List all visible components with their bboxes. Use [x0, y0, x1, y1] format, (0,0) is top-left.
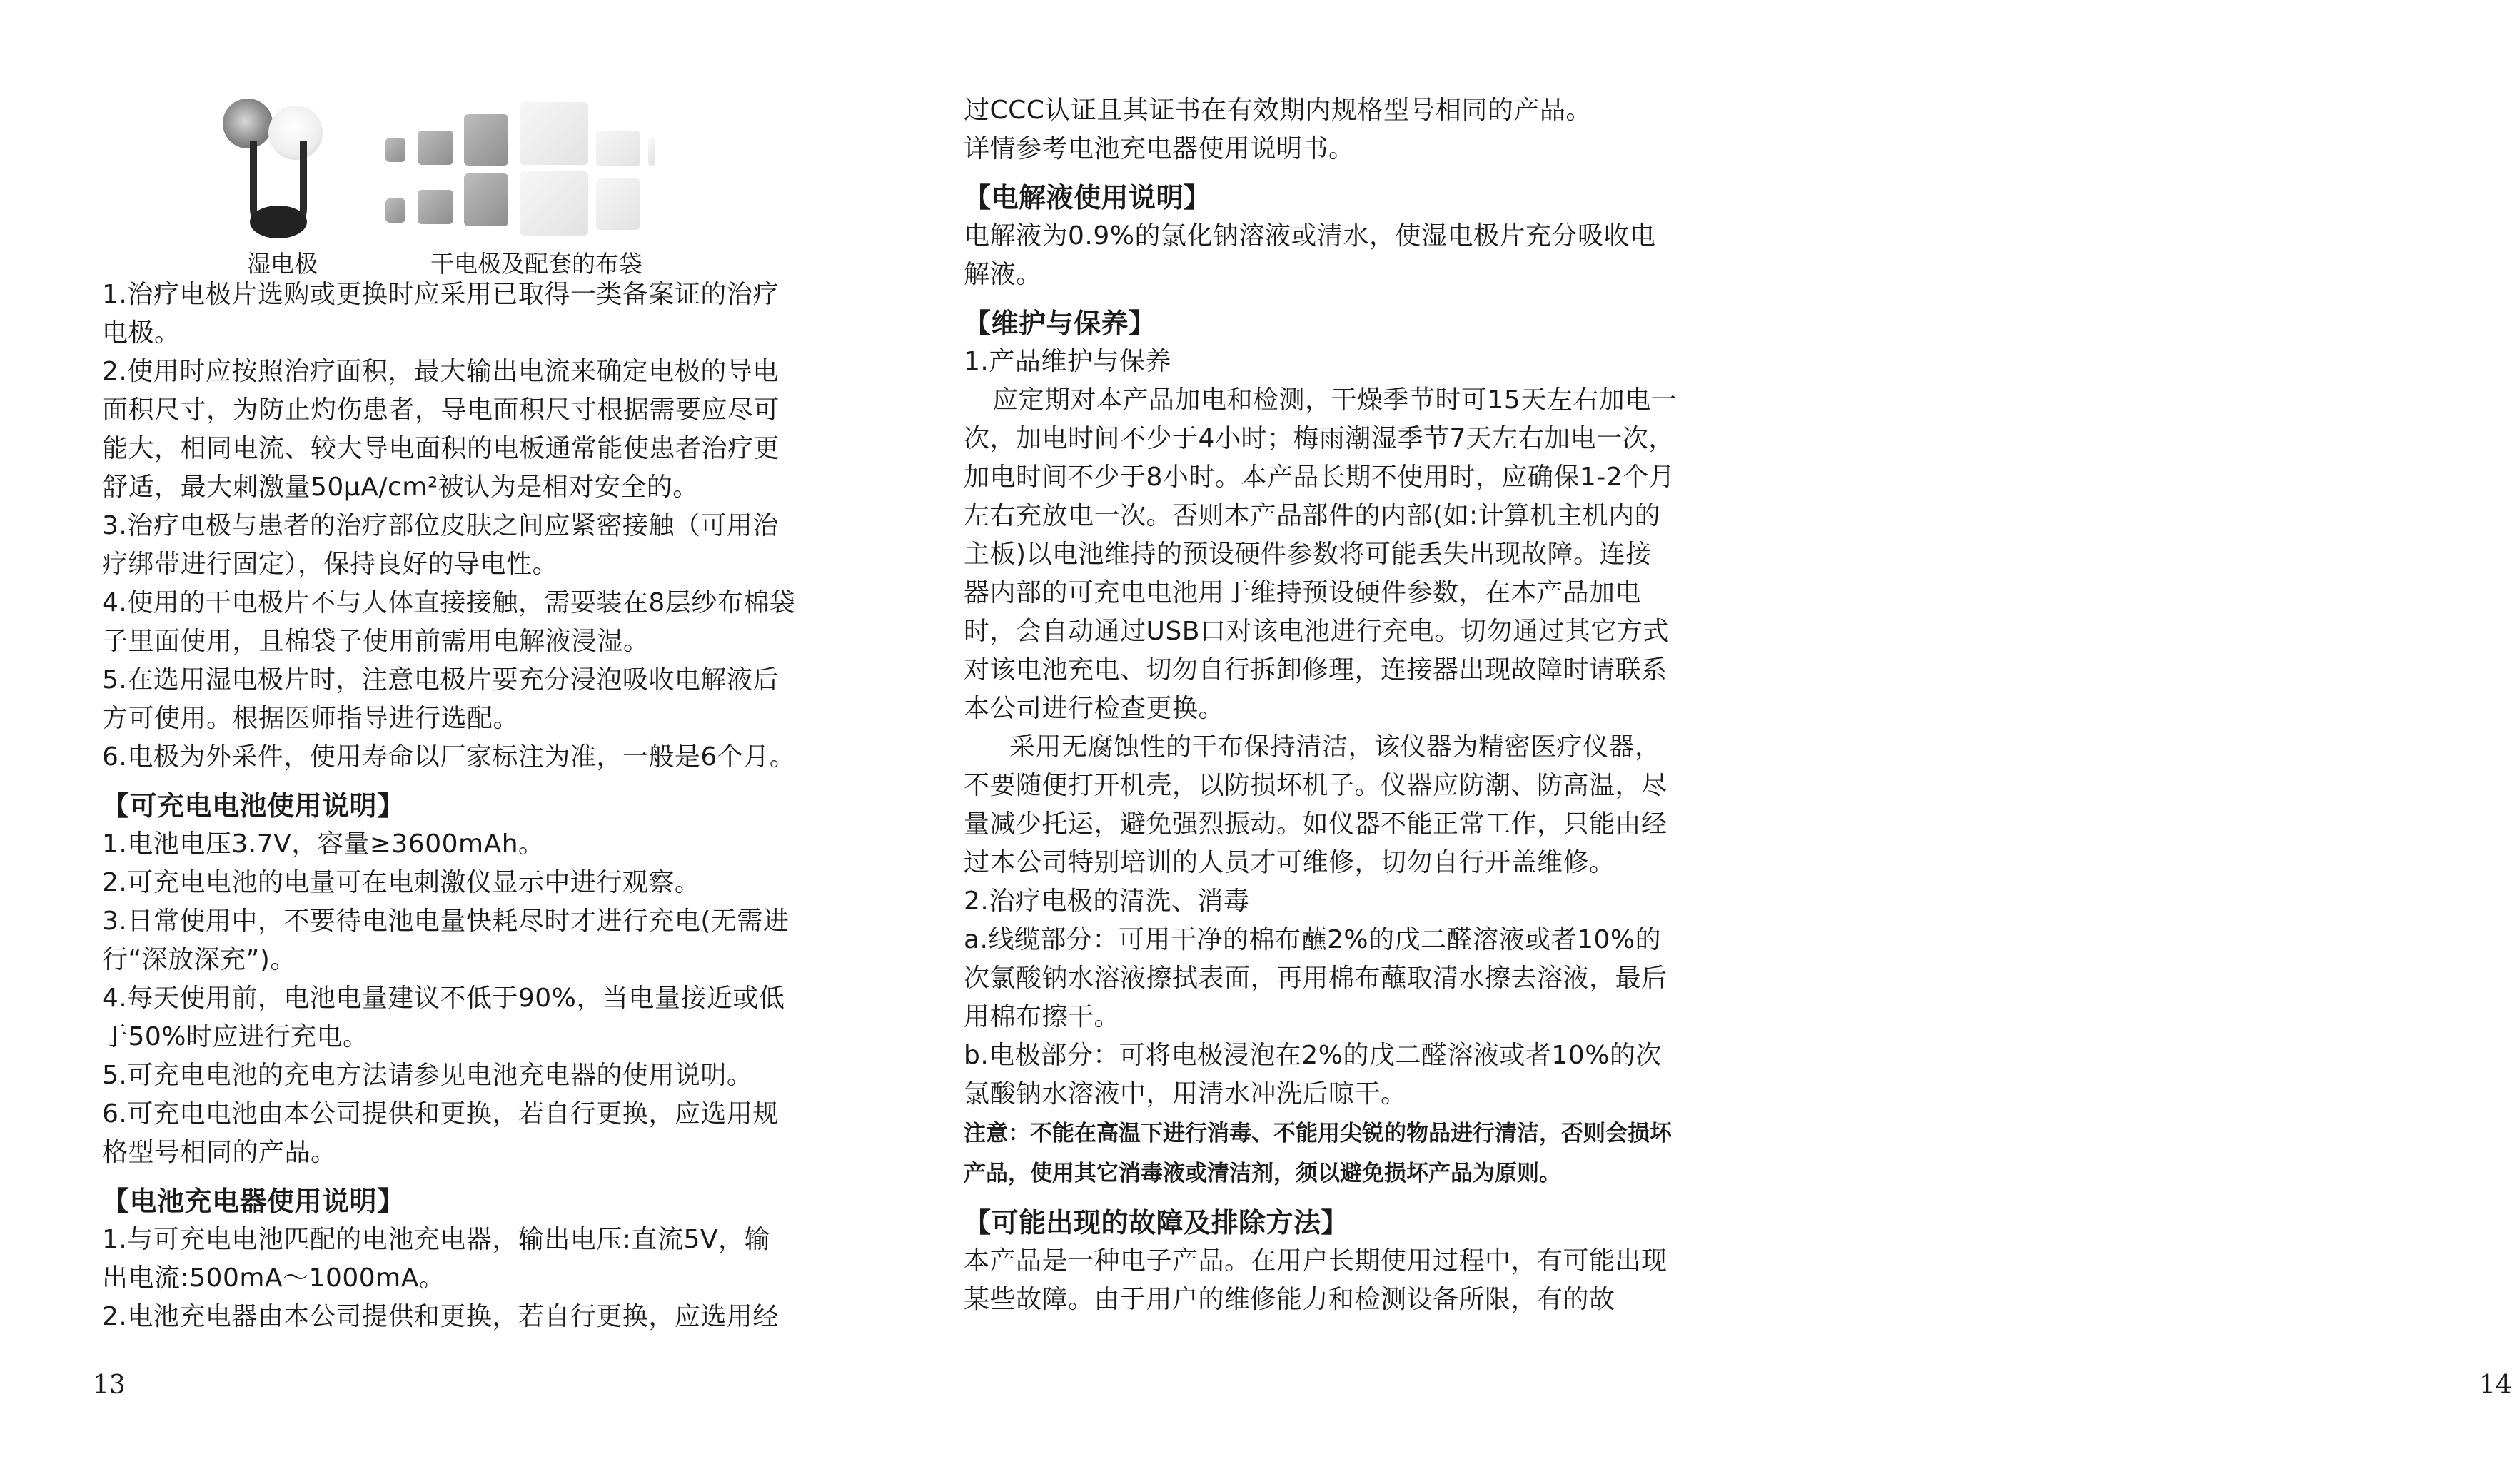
- electrolyte-text: 电解液为0.9%的氯化钠溶液或清水，使湿电极片充分吸收电解液。: [964, 221, 1656, 289]
- battery-item-5: 5.可充电电池的充电方法请参见电池充电器的使用说明。: [102, 1061, 753, 1090]
- caption-dry-electrode: 干电极及配套的布袋: [430, 250, 642, 278]
- fault-text: 本产品是一种电子产品。在用户长期使用过程中，有可能出现某些故障。由于用户的维修能力和检测设备所限，有的故: [964, 1246, 1668, 1314]
- cloth-bag-large: [520, 171, 588, 236]
- cloth-bag-medium: [596, 178, 640, 230]
- dry-electrode-medium-pad: [418, 131, 453, 165]
- maintenance-section-title: 【维护与保养】: [964, 308, 1156, 339]
- left-page: [0, 0, 868, 1484]
- electrode-note-5: 5.在选用湿电极片时，注意电极片要充分浸泡吸收电解液后方可使用。根据医师指导进行选配。: [102, 665, 779, 733]
- cleaning-electrode-text: b.电极部分：可将电极浸泡在2%的戊二醛溶液或者10%的次氯酸钠水溶液中，用清水冲洗后晾干。: [964, 1041, 1662, 1109]
- fault-section-title: 【可能出现的故障及排除方法】: [964, 1207, 1349, 1238]
- charger-continued-1: 过CCC认证且其证书在有效期内规格型号相同的产品。: [964, 96, 1592, 125]
- page-number-right: 14: [2479, 1371, 2512, 1400]
- cloth-bag-large: [520, 102, 588, 165]
- charger-continued-2: 详情参考电池充电器使用说明书。: [964, 134, 1355, 163]
- maintenance-paragraph-2: 采用无腐蚀性的干布保持清洁，该仪器为精密医疗仪器，不要随便打开机壳，以防损坏机子。仪器应防潮、防高温，尽量减少托运，避免强烈振动。如仪器不能正常工作，只能由经过本公司特别培训的人员才可维修，切勿自行开盖维修。: [964, 732, 1668, 877]
- cleaning-cable-text: a.线缆部分：可用干净的棉布蘸2%的戊二醛溶液或者10%的次氯酸钠水溶液擦拭表面，再用棉布蘸取清水擦去溶液，最后用棉布擦干。: [964, 925, 1668, 1031]
- left-text-column: [102, 276, 796, 1336]
- dry-electrode-small-pad: [385, 138, 405, 162]
- maintenance-subheading-2: 2.治疗电极的清洗、消毒: [964, 887, 1250, 916]
- charger-item-1: 1.与可充电电池匹配的电池充电器，输出电压:直流5V，输出电流:500mA～1000mA。: [102, 1225, 771, 1293]
- dry-electrode-medium-pad: [418, 190, 453, 224]
- battery-item-4: 4.每天使用前，电池电量建议不低于90%，当电量接近或低于50%时应进行充电。: [102, 984, 785, 1051]
- battery-item-1: 1.电池电压3.7V，容量≥3600mAh。: [102, 829, 545, 859]
- charger-item-2: 2.电池充电器由本公司提供和更换，若自行更换，应选用经: [102, 1302, 779, 1331]
- electrode-note-2: 2.使用时应按照治疗面积，最大输出电流来确定电极的导电面积尺寸，为防止灼伤患者，导电面积尺寸根据需要应尽可能大，相同电流、较大导电面积的电板通常能使患者治疗更舒适，最大刺激量50μA/cm²被认为是相对安全的。: [102, 357, 780, 502]
- cloth-bag-small: [648, 138, 655, 166]
- right-page: [868, 0, 2512, 1484]
- page-number-left: 13: [93, 1371, 126, 1400]
- electrode-plug-image: [250, 206, 307, 238]
- cleaning-note: 注意：不能在高温下进行消毒、不能用尖锐的物品进行清洁，否则会损坏产品，使用其它消毒液或清洁剂，须以避免损坏产品为原则。: [964, 1121, 1672, 1186]
- battery-item-6: 6.可充电电池由本公司提供和更换，若自行更换，应选用规格型号相同的产品。: [102, 1099, 779, 1167]
- electrolyte-section-title: 【电解液使用说明】: [964, 182, 1211, 213]
- dry-electrode-small-pad: [385, 198, 405, 223]
- cloth-bag-medium: [596, 131, 640, 166]
- dry-electrode-large-pad: [464, 114, 508, 166]
- maintenance-subheading-1: 1.产品维护与保养: [964, 347, 1171, 376]
- electrode-note-6: 6.电极为外采件，使用寿命以厂家标注为准，一般是6个月。: [102, 742, 796, 772]
- caption-wet-electrode: 湿电极: [247, 250, 318, 278]
- maintenance-paragraph-1: 应定期对本产品加电和检测，干燥季节时可15天左右加电一次，加电时间不少于4小时；梅雨潮湿季节7天左右加电一次，加电时间不少于8小时。本产品长期不使用时，应确保1-2个月左右充放电一次。否则本产品部件的内部(如:计算机主机内的主板)以电池维持的预设硬件参数将可能丢失出现故障。连接器内部的可充电电池用于维持预设硬件参数，在本产品加电时，会自动通过USB口对该电池进行充电。切勿通过其它方式对该电池充电、切勿自行拆卸修理，连接器出现故障时请联系本公司进行检查更换。: [964, 385, 1678, 723]
- battery-item-2: 2.可充电电池的电量可在电刺激仪显示中进行观察。: [102, 868, 701, 897]
- battery-item-3: 3.日常使用中，不要待电池电量快耗尽时才进行充电(无需进行“深放深充”)。: [102, 907, 790, 974]
- charger-section-title: 【电池充电器使用说明】: [102, 1186, 405, 1217]
- electrode-figure: [214, 99, 657, 277]
- electrode-note-1: 1.治疗电极片选购或更换时应采用已取得一类备案证的治疗电极。: [102, 280, 779, 348]
- battery-section-title: 【可充电电池使用说明】: [102, 790, 405, 822]
- right-text-column: [964, 91, 1678, 1319]
- electrode-note-3: 3.治疗电极与患者的治疗部位皮肤之间应紧密接触（可用治疗绑带进行固定），保持良好的导电性。: [102, 511, 779, 579]
- dry-electrode-large-pad: [464, 173, 508, 226]
- electrode-note-4: 4.使用的干电极片不与人体直接接触，需要装在8层纱布棉袋子里面使用，且棉袋子使用前需用电解液浸湿。: [102, 588, 796, 656]
